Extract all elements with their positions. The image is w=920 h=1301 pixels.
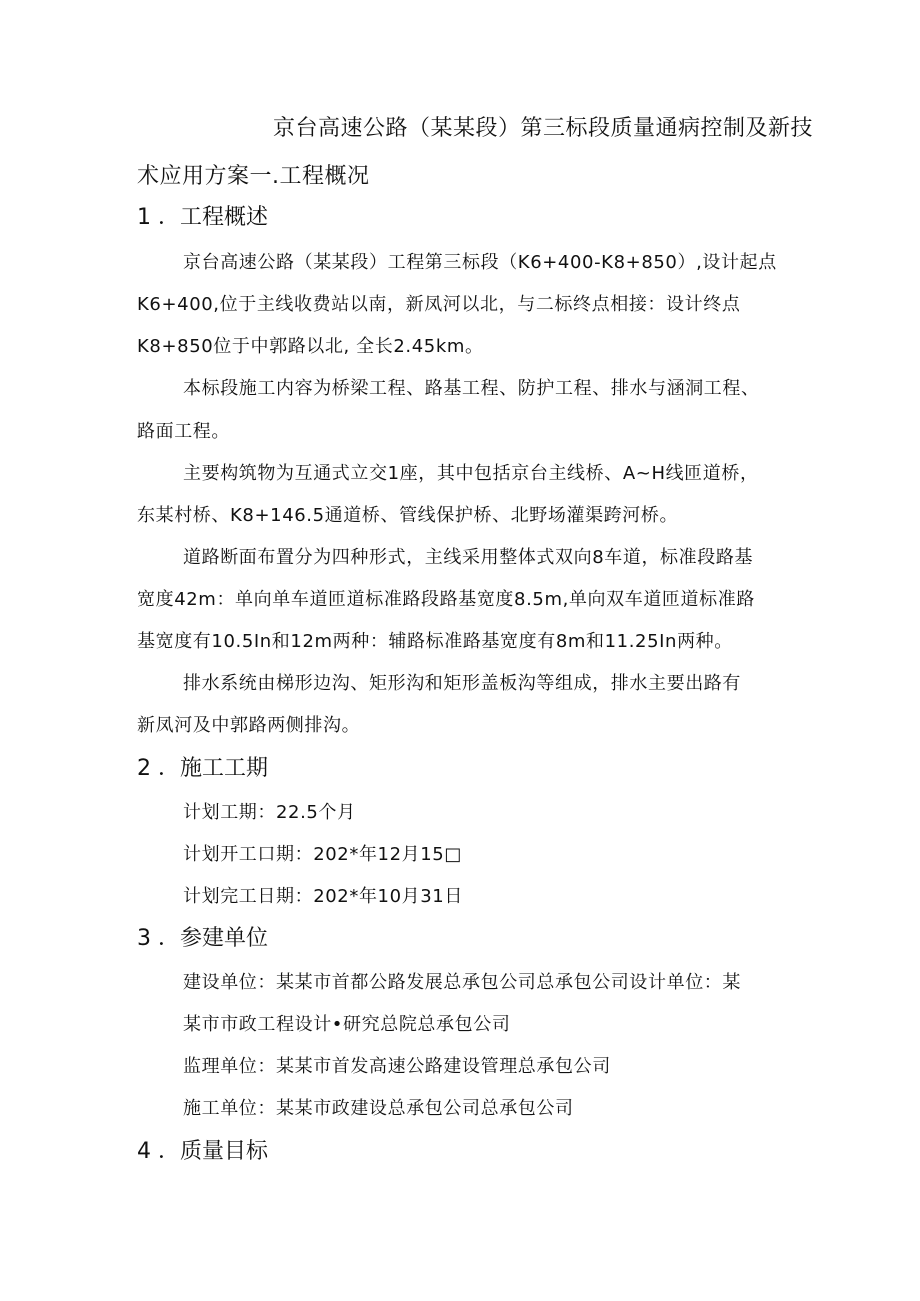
paragraph-line: 东某村桥、K8+146.5通道桥、管线保护桥、北野场灌渠跨河桥。 — [137, 505, 679, 526]
document-title-line-2: 术应用方案一.工程概况 — [137, 164, 370, 189]
paragraph-line: 施工单位：某某市政建设总承包公司总承包公司 — [183, 1098, 574, 1119]
section-heading-quality-goals: 4 ．质量目标 — [137, 1139, 268, 1164]
section-heading-participants: 3 ．参建单位 — [137, 926, 268, 951]
paragraph-line: 路面工程。 — [137, 421, 230, 442]
paragraph-line: 主要构筑物为互通式立交1座，其中包括京台主线桥、A~H线匝道桥， — [183, 463, 759, 484]
section-heading-overview: 1 ．工程概述 — [137, 205, 268, 230]
paragraph-line: 某市市政工程设计•研究总院总承包公司 — [183, 1014, 511, 1035]
paragraph-line: K6+400,位于主线收费站以南，新凤河以北，与二标终点相接：设计终点 — [137, 294, 741, 315]
paragraph-line: 基宽度有10.5In和12m两种：辅路标准路基宽度有8m和11.25In两种。 — [137, 631, 733, 652]
paragraph-line: 京台高速公路（某某段）工程第三标段（K6+400-K8+850）,设计起点 — [183, 252, 777, 273]
document-title-line-1: 京台高速公路（某某段）第三标段质量通病控制及新技 — [273, 116, 814, 141]
paragraph-line: 本标段施工内容为桥梁工程、路基工程、防护工程、排水与涵洞工程、 — [183, 378, 760, 399]
paragraph-line: 计划开工口期：202*年12月15□ — [183, 844, 462, 865]
paragraph-line: 计划工期：22.5个月 — [183, 802, 356, 823]
paragraph-line: 排水系统由梯形边沟、矩形沟和矩形盖板沟等组成，排水主要出路有 — [183, 673, 741, 694]
paragraph-line: 计划完工日期：202*年10月31日 — [183, 886, 463, 907]
paragraph-line: 道路断面布置分为四种形式，主线采用整体式双向8车道，标准段路基 — [183, 547, 754, 568]
paragraph-line: 新凤河及中郭路两侧排沟。 — [137, 715, 361, 736]
paragraph-line: 监理单位：某某市首发高速公路建设管理总承包公司 — [183, 1056, 611, 1077]
paragraph-line: 建设单位：某某市首都公路发展总承包公司总承包公司设计单位：某 — [183, 972, 741, 993]
paragraph-line: 宽度42m：单向单车道匝道标准路段路基宽度8.5m,单向双车道匝道标准路 — [137, 589, 755, 610]
paragraph-line: K8+850位于中郭路以北, 全长2.45km。 — [137, 336, 484, 357]
section-heading-schedule: 2 ．施工工期 — [137, 756, 268, 781]
